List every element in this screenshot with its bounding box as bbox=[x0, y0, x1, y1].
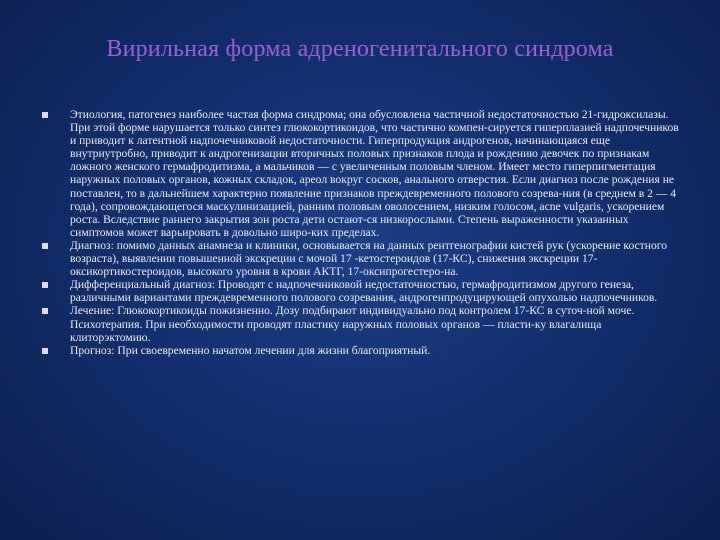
square-bullet-icon bbox=[42, 308, 48, 314]
bullet-list bbox=[42, 108, 682, 357]
bullet-item-diagnosis bbox=[42, 239, 682, 278]
bullet-text: Лечение: Глюкокортикоиды пожизненно. Дозу подбирают индивидуально под контролем 17-КС в суточ-ной моче. Психотерапия. При необходимости проводят пластику наружных половых органов — пласти-ку влагалища клиторэктомию. bbox=[70, 304, 635, 344]
bullet-text: Этиология, патогенез наиболее частая форма синдрома; она обусловлена частичной недостаточностью 21-гидроксилазы. При этой форме нарушается только синтез глюкокортикоидов, что частично компен-сируется гиперплазией надпочечников и приводит к латентной надпочечниковой недостаточности. Гиперпродукция андрогенов, начинающаяся еще внутриутробно, приводит к андрогенизации вторичных половых признаков плода и рождению девочек по признакам ложного женского гермафродитизма, а мальчиков — с увеличенным половым членом. Имеет место гиперпигментация наружных половых органов, кожных складок, ареол вокруг сосков, анального отверстия. Если диагноз после рождения не поставлен, то в дальнейшем характерно появление признаков преждевременного полового созрева-ния (в среднем в 2 — 4 года), сопровождающегося маскулинизацией, ранним половым оволосением, низким голосом, acne vulgaris, ускорением роста. Вследствие раннего закрытия зон роста дети остают-ся низкорослыми. Степень выраженности указанных симптомов может варьировать в довольно широ-ких пределах. bbox=[70, 108, 679, 239]
slide-title: Вирильная форма адреногенитального синдрома bbox=[106, 36, 614, 62]
bullet-item-etiology bbox=[42, 108, 682, 239]
square-bullet-icon bbox=[42, 112, 48, 118]
bullet-item-differential-diagnosis bbox=[42, 278, 682, 304]
square-bullet-icon bbox=[42, 282, 48, 288]
bullet-text: Диагноз: помимо данных анамнеза и клиники, основывается на данных рентгенографии кистей рук (ускорение костного возраста), выявлении повышенной экскреции с мочой 17 -кетостероидов (17-КС), снижения экскреции 17-оксикортикостероидов, высокого уровня в крови АКТГ, 17-оксипрогестеро-на. bbox=[70, 238, 668, 279]
bullet-text: Прогноз: При своевременно начатом лечении для жизни благоприятный. bbox=[70, 343, 431, 357]
bullet-item-prognosis bbox=[42, 344, 682, 357]
bullet-item-treatment bbox=[42, 304, 682, 343]
square-bullet-icon bbox=[42, 243, 48, 249]
square-bullet-icon bbox=[42, 348, 48, 354]
bullet-text: Дифференциальный диагноз: Проводят с надпочечниковой недостаточностью, гермафродитизмом другого генеза, различными вариантами преждевременного полового созревания, андрогенпродуцирующей опухолью надпочечников. bbox=[70, 278, 658, 305]
